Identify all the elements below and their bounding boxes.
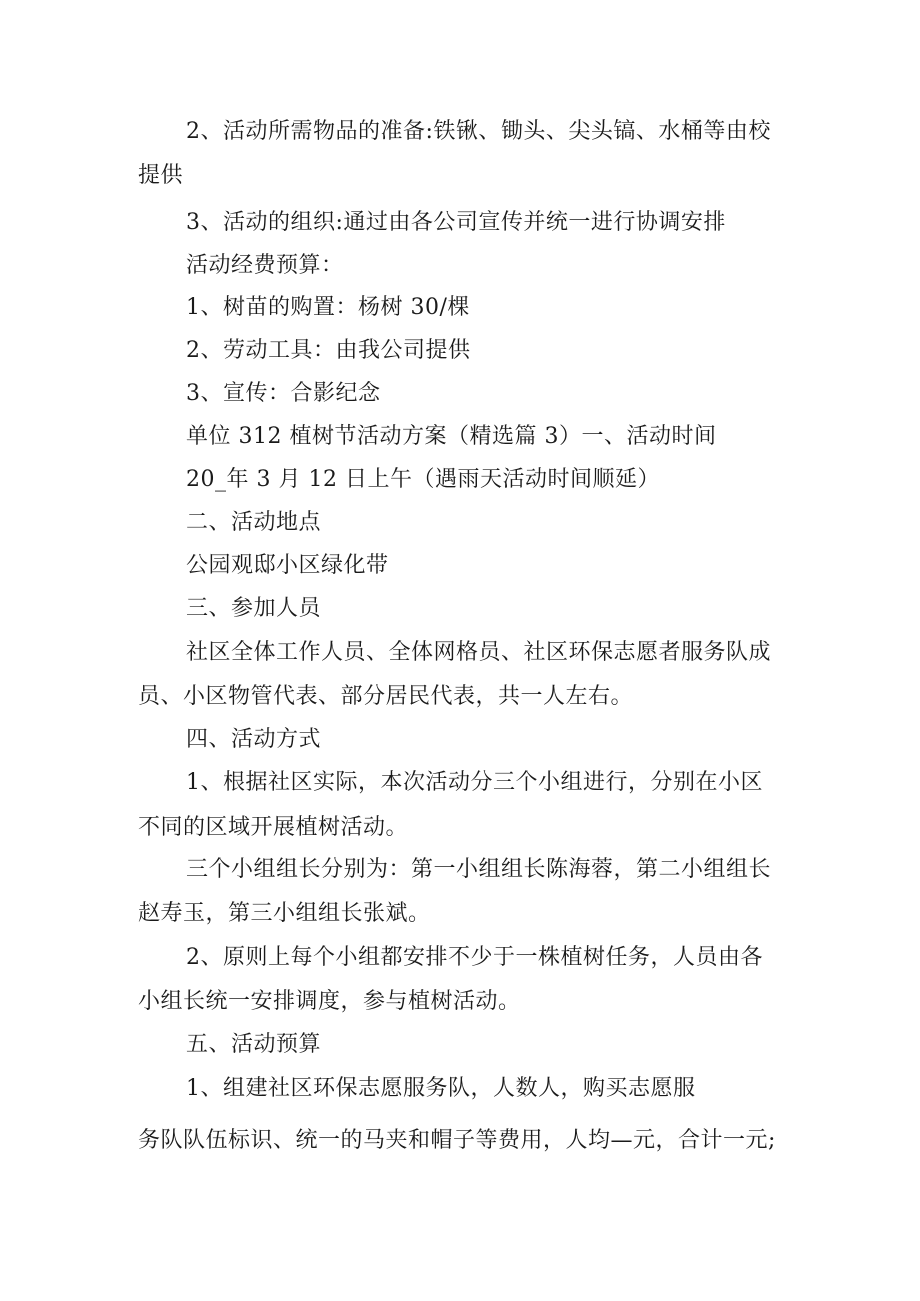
text-line: 提供 [138,163,184,188]
text-line: 3、活动的组织:通过由各公司宣传并统一进行协调安排 [186,210,726,235]
text-line: 3、宣传：合影纪念 [186,381,381,406]
text-line: 务队队伍标识、统一的马夹和帽子等费用，人均—元，合计一元; [138,1128,776,1153]
section-heading: 四、活动方式 [186,727,322,752]
text-line: 赵寿玉，第三小组组长张斌。 [138,901,431,926]
text-line: 社区全体工作人员、全体网格员、社区环保志愿者服务队成 [186,640,772,665]
text-line: 2、原则上每个小组都安排不少于一株植树任务，人员由各 [186,945,763,970]
section-heading: 五、活动预算 [186,1032,322,1057]
text-line: 20_年 3 月 12 日上午（遇雨天活动时间顺延） [186,467,660,492]
text-line: 2、活动所需物品的准备:铁锹、锄头、尖头镐、水桶等由校 [186,119,771,144]
text-line: 三个小组组长分别为：第一小组组长陈海蓉，第二小组组长 [186,857,772,882]
text-line: 1、树苗的购置：杨树 30/棵 [186,295,470,320]
text-line: 1、组建社区环保志愿服务队，人数人，购买志愿服 [186,1076,696,1101]
section-heading: 单位 312 植树节活动方案（精选篇 3）一、活动时间 [186,424,717,449]
text-line: 1、根据社区实际，本次活动分三个小组进行，分别在小区 [186,770,763,795]
text-line: 不同的区域开展植树活动。 [138,815,409,840]
text-line: 活动经费预算： [186,253,344,278]
text-line: 员、小区物管代表、部分居民代表，共一人左右。 [138,684,634,709]
text-line: 公园观邸小区绿化带 [186,553,389,578]
section-heading: 二、活动地点 [186,510,322,535]
text-line: 2、劳动工具：由我公司提供 [186,338,471,363]
text-line: 小组长统一安排调度，参与植树活动。 [138,989,521,1014]
section-heading: 三、参加人员 [186,596,322,621]
